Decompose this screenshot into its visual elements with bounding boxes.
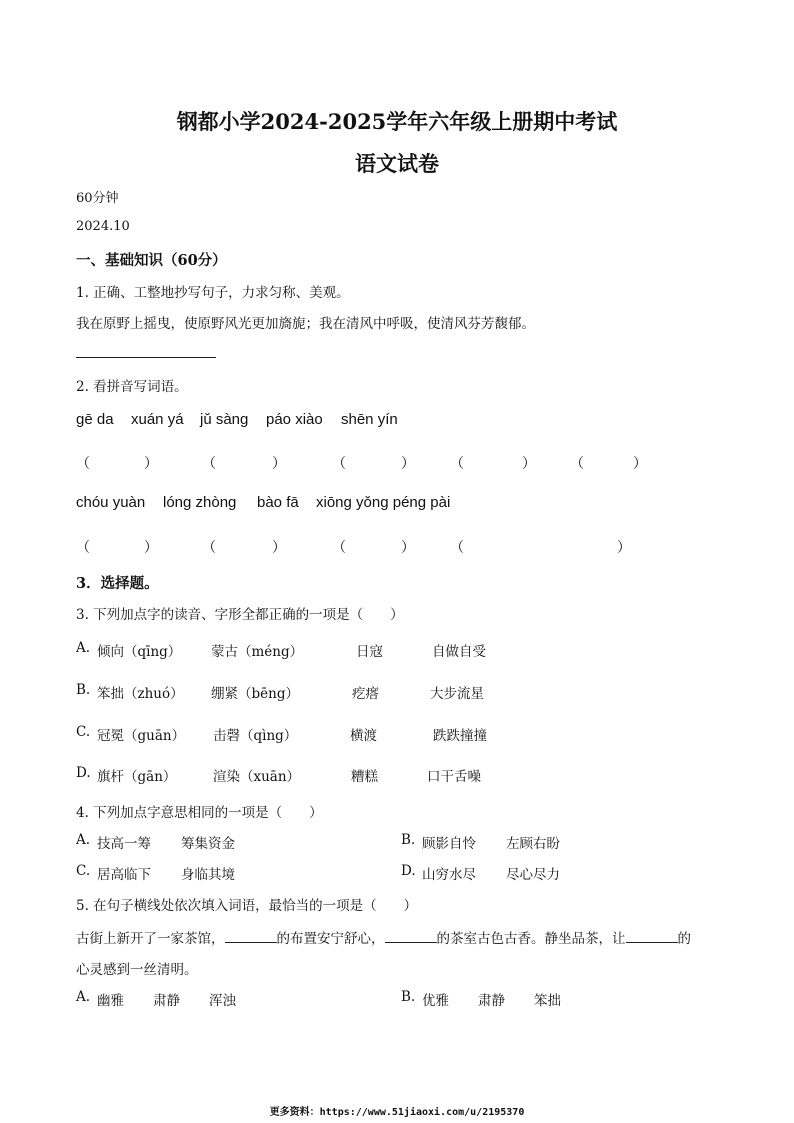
- option-item: 笨拙: [534, 993, 561, 1009]
- answer-line: [76, 357, 216, 358]
- answer-paren-open: （: [202, 540, 216, 556]
- option-item: 横渡: [350, 728, 377, 744]
- answer-paren-close: ）: [522, 456, 536, 472]
- option-label: C.: [76, 724, 91, 740]
- answer-paren-close: ）: [144, 540, 158, 556]
- option-item: 肃静: [478, 993, 505, 1009]
- answer-paren-open: （: [76, 456, 90, 472]
- answer-paren-open: （: [450, 456, 464, 472]
- option-item: 筹集资金: [181, 836, 235, 852]
- option-item: 居高临下: [97, 867, 151, 883]
- option-item: 技高一筹: [97, 836, 151, 852]
- question-4-prompt: 4. 下列加点字意思相同的一项是（ ）: [76, 805, 323, 821]
- sentence-part: 的: [677, 931, 691, 947]
- question-3-prompt: 3. 下列加点字的读音、字形全都正确的一项是（ ）: [76, 607, 404, 623]
- exam-subtitle: 语文试卷: [355, 151, 439, 176]
- option-item: 浑浊: [209, 993, 236, 1009]
- option-label: D.: [401, 863, 416, 879]
- exam-duration: 60分钟: [76, 191, 119, 206]
- option-item: 日寇: [356, 644, 383, 660]
- section-heading-basic: 一、基础知识（60分）: [76, 252, 227, 269]
- option-item: 优雅: [422, 993, 449, 1009]
- option-item: 顾影自怜: [422, 836, 476, 852]
- answer-paren-close: ）: [144, 456, 158, 472]
- pinyin-item: jǔ sàng: [200, 411, 249, 428]
- answer-paren-open: （: [332, 456, 346, 472]
- option-label: B.: [401, 832, 416, 848]
- answer-paren-close: ）: [633, 456, 647, 472]
- sentence-part: 古街上新开了一家茶馆，: [76, 931, 225, 947]
- blank-line: [385, 930, 437, 943]
- option-item: 冠冕（guān）: [97, 728, 186, 744]
- answer-paren-close: ）: [401, 540, 415, 556]
- question-1-sentence: 我在原野上摇曳，使原野风光更加旖旎；我在清风中呼吸，使清风芬芳馥郁。: [76, 316, 535, 332]
- section-heading-choice: 3．选择题。: [76, 575, 159, 592]
- sentence-part: 的布置安宁舒心，: [276, 931, 385, 947]
- option-label: A.: [76, 832, 91, 848]
- option-item: 绷紧（bēng）: [211, 686, 299, 702]
- blank-line: [626, 930, 678, 943]
- pinyin-item: páo xiào: [266, 411, 323, 428]
- option-item: 渲染（xuān）: [213, 769, 301, 785]
- sentence-part: 的茶室古色古香。静坐品茶，让: [436, 931, 626, 947]
- option-item: 山穷水尽: [422, 867, 476, 883]
- option-item: 旗杆（gān）: [97, 769, 177, 785]
- option-item: 尽心尽力: [506, 867, 560, 883]
- answer-paren-close: ）: [401, 456, 415, 472]
- exam-title: 钢都小学2024-2025学年六年级上册期中考试: [176, 109, 618, 134]
- option-label: B.: [401, 989, 416, 1005]
- option-item: 蒙古（méng）: [211, 644, 304, 660]
- answer-paren-open: （: [76, 540, 90, 556]
- option-item: 笨拙（zhuó）: [97, 686, 184, 702]
- question-2-prompt: 2. 看拼音写词语。: [76, 379, 188, 395]
- answer-paren-open: （: [570, 456, 584, 472]
- exam-date: 2024.10: [76, 219, 130, 234]
- option-label: B.: [76, 682, 91, 698]
- option-label: A.: [76, 640, 91, 656]
- option-item: 跌跌撞撞: [433, 728, 487, 744]
- question-5-sentence-line2: 心灵感到一丝清明。: [76, 962, 198, 978]
- pinyin-item: shēn yín: [341, 411, 398, 428]
- pinyin-item: chóu yuàn: [76, 494, 146, 511]
- option-item: 身临其境: [181, 867, 235, 883]
- option-item: 大步流星: [430, 686, 484, 702]
- blank-line: [225, 930, 277, 943]
- option-item: 幽雅: [97, 993, 124, 1009]
- option-label: A.: [76, 989, 91, 1005]
- answer-paren-close: ）: [617, 540, 631, 556]
- question-5-prompt: 5. 在句子横线处依次填入词语，最恰当的一项是（ ）: [76, 898, 418, 914]
- option-label: C.: [76, 863, 91, 879]
- option-item: 自做自受: [432, 644, 486, 660]
- answer-paren-open: （: [332, 540, 346, 556]
- option-item: 左顾右盼: [506, 836, 560, 852]
- option-item: 疙瘩: [352, 686, 379, 702]
- question-5-sentence: [76, 927, 691, 947]
- option-label: D.: [76, 765, 91, 781]
- pinyin-item: gē da: [76, 411, 114, 428]
- question-1-prompt: 1. 正确、工整地抄写句子，力求匀称、美观。: [76, 285, 350, 301]
- option-item: 糟糕: [351, 769, 378, 785]
- footer-link[interactable]: 更多资料：https://www.51jiaoxi.com/u/2195370: [269, 1107, 525, 1118]
- option-item: 击磬（qìng）: [213, 728, 298, 744]
- option-item: 肃静: [153, 993, 180, 1009]
- option-item: 口干舌噪: [427, 769, 481, 785]
- answer-paren-close: ）: [272, 456, 286, 472]
- pinyin-item: xuán yá: [131, 411, 184, 428]
- option-item: 倾向（qīng）: [97, 644, 182, 660]
- answer-paren-open: （: [450, 540, 464, 556]
- answer-paren-open: （: [202, 456, 216, 472]
- answer-paren-close: ）: [272, 540, 286, 556]
- pinyin-item: xiōng yǒng péng pài: [316, 494, 451, 511]
- pinyin-item: bào fā: [257, 494, 299, 511]
- pinyin-item: lóng zhòng: [163, 494, 237, 511]
